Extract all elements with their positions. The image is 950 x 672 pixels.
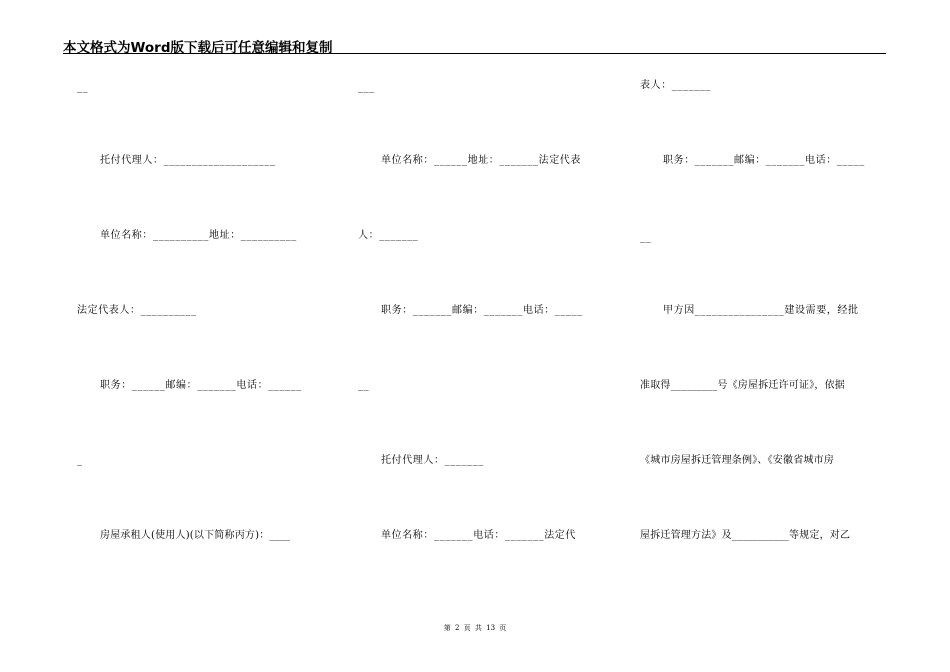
text-line: 法定代表人：__________ [77,305,197,316]
text-line: 单位名称：______地址：_______法定代表 [381,155,581,166]
page-number-prefix: 第 [443,624,451,632]
text-line: __ [640,232,652,243]
text-line: __ [77,82,89,93]
text-line: 甲方因________________建设需要，经批 [663,305,859,316]
text-line: ___ [358,82,375,93]
text-column-2 [358,0,606,672]
page-number: 2 [454,624,460,632]
text-line: 准取得_________号《房屋拆迁许可证》，依据 [640,380,845,391]
text-line: 托付代理人：____________________ [100,155,276,166]
header-title: 本文格式为Word版下载后可任意编辑和复制 [63,40,333,56]
text-line: 表人：_______ [640,80,711,91]
total-pages-prefix: 共 [474,624,482,632]
total-pages-unit: 页 [499,624,507,632]
text-line: 托付代理人：_______ [381,455,484,466]
page-number-unit: 页 [463,624,471,632]
text-line: 单位名称：__________地址：__________ [100,230,297,241]
text-line: __ [358,380,370,391]
text-line: 职务：______邮编：_______电话：______ [100,380,302,391]
text-column-1 [77,0,325,672]
text-line: 职务：_______邮编：_______电话：_____ [381,305,583,316]
text-line: 人：_______ [358,230,419,241]
text-line: _ [77,455,83,466]
text-line: 房屋承租人(使用人)(以下简称丙方)：____ [100,530,291,541]
text-line: 单位名称：_______电话：_______法定代 [381,530,576,541]
text-line: 屋拆迁管理方法》及___________等规定，对乙 [640,530,851,541]
text-line: 职务：_______邮编：_______电话：_____ [663,155,865,166]
text-line: 《城市房屋拆迁管理条例》、《安徽省城市房 [640,455,834,466]
total-pages: 13 [486,624,496,632]
page-footer [0,623,950,633]
text-column-3 [640,0,888,672]
